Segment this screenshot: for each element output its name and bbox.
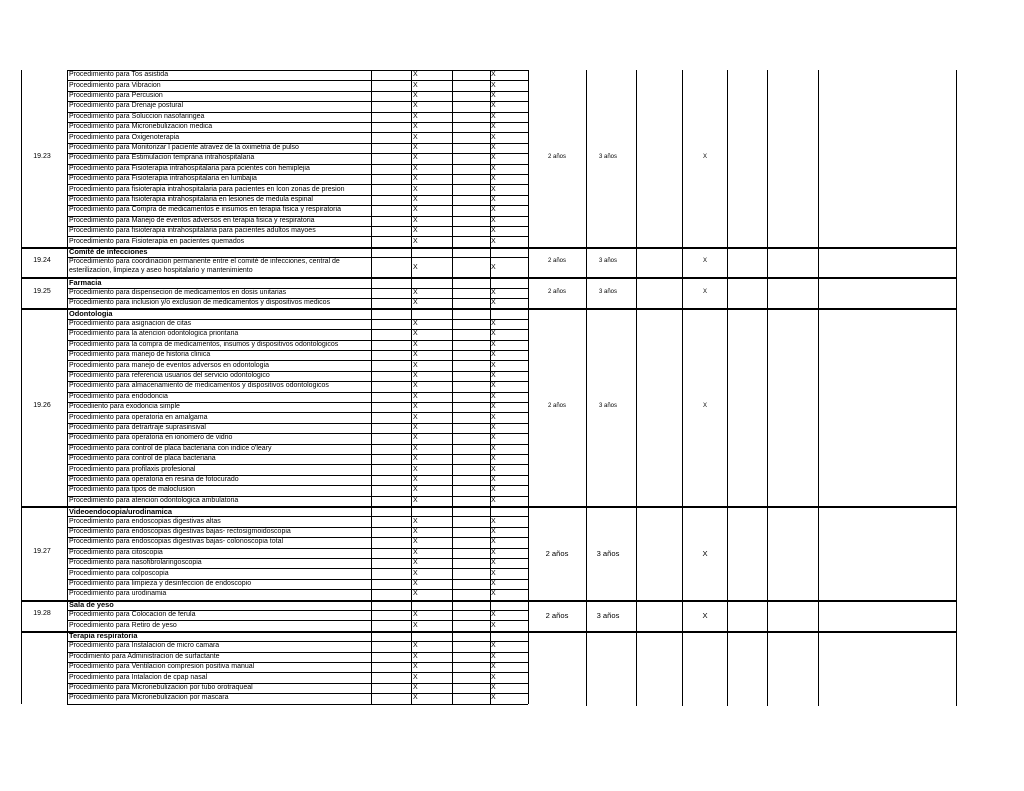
procedure-name: Procedimiento para control de placa bacteriana: [69, 455, 216, 463]
mark-x: X: [413, 538, 418, 546]
mark-x: X: [413, 71, 418, 79]
column-divider: [636, 70, 637, 706]
mark-x: X: [491, 590, 496, 598]
mark-x: X: [413, 123, 418, 131]
mark-x: X: [491, 264, 496, 272]
mark-x: X: [491, 580, 496, 587]
mark-x: X: [491, 652, 496, 660]
mark-x: X: [491, 164, 496, 172]
procedure-name: Procedimiento para Fisioterapia intrahospitalaria en lumbajia: [69, 175, 257, 183]
procedure-name: Procediiento para exodoncia simple: [69, 403, 180, 411]
mark-x: X: [491, 403, 496, 411]
mark-x: X: [491, 642, 496, 650]
procedure-name: Procedimiento para Micronebulizacion por mascara: [69, 694, 229, 702]
mark-x: X: [413, 227, 418, 235]
mark-x: X: [491, 559, 496, 567]
row-divider: [21, 506, 956, 508]
mark-x: X: [491, 621, 496, 629]
mark-x: X: [413, 92, 418, 99]
retention-period-b: 3 años: [596, 548, 620, 558]
disposition-mark: X: [702, 611, 708, 621]
retention-period-a: 2 años: [547, 258, 566, 264]
mark-x: X: [413, 102, 418, 110]
procedure-name: Procedimiento para la atencion odontologica prioritaria: [69, 330, 239, 338]
procedure-name: Procedimiento para limpieza y desinfeccion de endoscopio: [69, 580, 252, 587]
mark-x: X: [413, 361, 418, 369]
procedure-name: Procedimiento para detrartraje suprasinsival: [69, 424, 206, 431]
section-code: 19.25: [33, 287, 51, 295]
disposition-mark: X: [702, 288, 707, 295]
retention-period-a: 2 años: [547, 288, 566, 295]
mark-x: X: [491, 528, 496, 535]
procedure-name: Procedimiento para Ventilacion compresion positiva manual: [69, 663, 255, 671]
row-divider: [21, 631, 956, 633]
mark-x: X: [491, 81, 496, 89]
disposition-mark: X: [702, 548, 708, 558]
column-divider: [371, 70, 372, 704]
retention-period-a: 2 años: [545, 548, 569, 558]
mark-x: X: [491, 71, 496, 79]
mark-x: X: [413, 590, 418, 598]
mark-x: X: [413, 196, 418, 203]
procedure-name: Procedimiento para Instalacion de micro camara: [69, 642, 220, 650]
mark-x: X: [491, 569, 496, 577]
row-divider: [21, 600, 956, 602]
procedure-name: Procedimiento para Vibracion: [69, 81, 161, 89]
mark-x: X: [413, 320, 418, 327]
section-header: Sala de yeso: [69, 600, 114, 610]
procedure-name: Procedimiento para operatoria en amalgama: [69, 413, 208, 421]
procedure-name: Procedimiento para endoscopias digestivas bajas- rectosigmoidoscopia: [69, 528, 291, 535]
mark-x: X: [413, 673, 418, 681]
procedure-name: Procedimiento para urodinamia: [69, 590, 167, 598]
procedure-name: Procedimiento para fisioterapia intrahospitalaria para pacientes adultos mayoes: [69, 227, 316, 235]
mark-x: X: [491, 673, 496, 681]
section-code: 19.26: [33, 402, 51, 410]
mark-x: X: [491, 465, 496, 473]
mark-x: X: [413, 164, 418, 172]
mark-x: X: [491, 216, 496, 224]
mark-x: X: [491, 288, 496, 296]
mark-x: X: [413, 413, 418, 421]
mark-x: X: [413, 444, 418, 452]
section-code: 19.27: [33, 547, 51, 555]
mark-x: X: [491, 663, 496, 671]
procedure-name: Procedimiento para Fisioterapia intrahospitalaria para pcientes con hemiplejia: [69, 164, 310, 172]
section-header: Videoendocopia/urodinamica: [69, 506, 172, 516]
mark-x: X: [413, 175, 418, 183]
procedure-name: Procedimiento para Colocacion de ferula: [69, 611, 196, 619]
mark-x: X: [491, 102, 496, 110]
mark-x: X: [413, 392, 418, 400]
mark-x: X: [413, 486, 418, 494]
mark-x: X: [413, 496, 418, 504]
retention-period-a: 2 años: [547, 154, 566, 161]
procedure-name: Procedimiento para control de placa bacteriana con indice o'leary: [69, 444, 272, 452]
procedure-name: Procedimiento para Monitorizar l paciente atravez de la oximetria de pulso: [69, 144, 299, 151]
column-divider: [21, 70, 22, 704]
retention-period-a: 2 años: [547, 403, 566, 410]
mark-x: X: [413, 559, 418, 567]
mark-x: X: [413, 621, 418, 629]
procedure-name: Procedimiento para inclusion y/o exclusion de medicamentos y dispositivos medicos: [69, 299, 331, 307]
mark-x: X: [491, 227, 496, 235]
disposition-mark: X: [702, 154, 707, 161]
mark-x: X: [491, 361, 496, 369]
procedure-name: Procedimiento para Micronebulizacion medica: [69, 123, 213, 131]
mark-x: X: [413, 81, 418, 89]
mark-x: X: [491, 320, 496, 327]
procedure-name: Procedimiento para endoscopias digestivas bajas- colonoscopia total: [69, 538, 284, 546]
section-header: Terapia respiratoria: [69, 631, 138, 641]
mark-x: X: [491, 206, 496, 214]
mark-x: X: [491, 351, 496, 359]
mark-x: X: [413, 144, 418, 151]
mark-x: X: [491, 123, 496, 131]
procedure-name: Procedimiento para la compra de medicamentos, insumos y dispositivos odontologicos: [69, 340, 339, 348]
mark-x: X: [413, 372, 418, 379]
mark-x: X: [413, 154, 418, 162]
mark-x: X: [491, 476, 496, 483]
mark-x: X: [413, 611, 418, 619]
procedure-name: Procedimiento para Estimulacion temprana intrahospitalaria: [69, 154, 255, 162]
column-divider: [411, 70, 412, 704]
mark-x: X: [491, 548, 496, 556]
mark-x: X: [413, 403, 418, 411]
procedure-name: Procedimiento para Micronebulizacion por tubo orotraqueal: [69, 684, 253, 691]
procedure-name: Procdimiento para Administracion de surfactante: [69, 652, 220, 660]
procedure-name: Procedimiento para Soluccion nasofaringea: [69, 112, 205, 120]
mark-x: X: [413, 185, 418, 193]
mark-x: X: [413, 642, 418, 650]
procedure-name: Procedimiento para Retiro de yeso: [69, 621, 177, 629]
procedure-name: Procedimiento para Compra de medicamentos e insumos en terapia fisica y respiratoria: [69, 206, 341, 214]
procedure-name: Procedimiento para colposcopia: [69, 569, 169, 577]
procedure-name: Procedimiento para Oxigenoterapia: [69, 133, 180, 141]
mark-x: X: [491, 496, 496, 504]
mark-x: X: [413, 476, 418, 483]
section-code: 19.24: [33, 257, 51, 264]
mark-x: X: [491, 538, 496, 546]
retention-period-b: 3 años: [596, 611, 620, 621]
section-header: Comité de infecciones: [69, 247, 148, 257]
procedure-name: Procedimiento para coordinacion permanente entre el comité de infecciones, central de esterilizacion, limpieza y aseo hospitalario y mantenimiento: [69, 258, 340, 274]
section-header: Farmacia: [69, 277, 102, 287]
row-divider: [67, 704, 528, 705]
column-divider: [818, 70, 819, 706]
procedure-name: Procedimiento para endodoncia: [69, 392, 168, 400]
mark-x: X: [413, 330, 418, 338]
mark-x: X: [413, 694, 418, 702]
procedure-name: Procedimiento para Percusion: [69, 92, 163, 99]
mark-x: X: [413, 299, 418, 307]
mark-x: X: [413, 216, 418, 224]
mark-x: X: [491, 144, 496, 151]
row-divider: [21, 277, 956, 279]
procedure-name: Procedimiento para profilaxis profesional: [69, 465, 196, 473]
disposition-mark: X: [702, 258, 707, 264]
procedure-name: Procedimiento para Intalacion de cpap nasal: [69, 673, 208, 681]
mark-x: X: [413, 351, 418, 359]
procedure-name: Procedimiento para Fisioterapia en pacientes quemados: [69, 237, 245, 245]
mark-x: X: [491, 185, 496, 193]
mark-x: X: [491, 372, 496, 379]
mark-x: X: [413, 684, 418, 691]
disposition-mark: X: [702, 403, 707, 410]
column-divider: [956, 70, 957, 706]
mark-x: X: [413, 434, 418, 442]
column-divider: [67, 70, 68, 704]
procedure-name: Procedimiento para operatoria en resina de fotocurado: [69, 476, 239, 483]
procedure-name: Procedimiento para endoscopias digestivas altas: [69, 517, 221, 525]
mark-x: X: [491, 517, 496, 525]
mark-x: X: [413, 548, 418, 556]
procedure-name: Procedimiento para Tos asistida: [69, 71, 169, 79]
mark-x: X: [491, 486, 496, 494]
mark-x: X: [491, 175, 496, 183]
column-divider: [586, 70, 587, 706]
mark-x: X: [491, 133, 496, 141]
procedure-name: Procedimiento para manejo de historia clinica: [69, 351, 211, 359]
section-code: 19.28: [33, 610, 51, 618]
mark-x: X: [491, 92, 496, 99]
column-divider: [528, 70, 529, 704]
procedure-name: Procedimiento para tipos de maloclusion: [69, 486, 196, 494]
mark-x: X: [491, 413, 496, 421]
column-divider: [490, 70, 491, 704]
mark-x: X: [491, 299, 496, 307]
retention-period-a: 2 años: [545, 611, 569, 621]
mark-x: X: [413, 455, 418, 463]
mark-x: X: [491, 330, 496, 338]
mark-x: X: [491, 154, 496, 162]
column-divider: [727, 70, 728, 706]
retention-period-b: 3 años: [598, 154, 617, 161]
mark-x: X: [413, 517, 418, 525]
section-code: 19.23: [33, 153, 51, 161]
procedure-name: Procedimiento para referencia usuarios del servicio odontologico: [69, 372, 270, 379]
mark-x: X: [491, 455, 496, 463]
mark-x: X: [491, 392, 496, 400]
mark-x: X: [413, 580, 418, 587]
mark-x: X: [491, 444, 496, 452]
procedure-name: Procedimiento para Manejo de eventos adversos en terapia fisica y respiratoria: [69, 216, 315, 224]
mark-x: X: [413, 663, 418, 671]
mark-x: X: [413, 528, 418, 535]
mark-x: X: [413, 237, 418, 245]
procedure-name: Procedimiento para asignacion de citas: [69, 320, 192, 327]
mark-x: X: [413, 264, 418, 272]
mark-x: X: [491, 196, 496, 203]
procedure-name: Procedimiento para fisioterapia intrahospitalaria en lesiones de medula espinal: [69, 196, 313, 203]
mark-x: X: [413, 569, 418, 577]
procedure-name: Procedimiento para almacenamiento de medicamentos y dispositivos odontologicos: [69, 382, 329, 390]
procedure-name: Procedimiento para manejo de eventos adversos en odontologia: [69, 361, 270, 369]
column-divider: [682, 70, 683, 706]
retention-period-b: 3 años: [598, 288, 617, 295]
mark-x: X: [413, 206, 418, 214]
mark-x: X: [491, 340, 496, 348]
mark-x: X: [413, 288, 418, 296]
mark-x: X: [491, 424, 496, 431]
mark-x: X: [413, 133, 418, 141]
mark-x: X: [491, 434, 496, 442]
mark-x: X: [491, 684, 496, 691]
mark-x: X: [413, 652, 418, 660]
row-divider: [21, 247, 956, 249]
mark-x: X: [491, 382, 496, 390]
mark-x: X: [413, 382, 418, 390]
row-divider: [21, 308, 956, 310]
procedure-name: Procedimiento para atencion odontologica ambulatoria: [69, 496, 239, 504]
column-divider: [767, 70, 768, 706]
mark-x: X: [491, 611, 496, 619]
mark-x: X: [413, 112, 418, 120]
mark-x: X: [413, 424, 418, 431]
procedure-name: Procedimiento para citoscopia: [69, 548, 163, 556]
column-divider: [452, 70, 453, 704]
mark-x: X: [491, 694, 496, 702]
procedure-name: Procedimiento para fisioterapia intrahospitalaria para pacientes en lcon zonas de presion: [69, 185, 345, 193]
retention-period-b: 3 años: [598, 258, 617, 264]
mark-x: X: [491, 112, 496, 120]
retention-period-b: 3 años: [598, 403, 617, 410]
mark-x: X: [491, 237, 496, 245]
procedure-name: Procedimiento para nasofibrolaringoscopia: [69, 559, 202, 567]
mark-x: X: [413, 465, 418, 473]
section-header: Odontologia: [69, 308, 113, 318]
procedure-name: Procedimiento para operatoria en ionomero de vidrio: [69, 434, 233, 442]
procedure-name: Procedimiento para dispensecion de medicamentos en dosis unitarias: [69, 288, 287, 296]
mark-x: X: [413, 340, 418, 348]
procedure-name: Procedimiento para Drenaje postural: [69, 102, 184, 110]
